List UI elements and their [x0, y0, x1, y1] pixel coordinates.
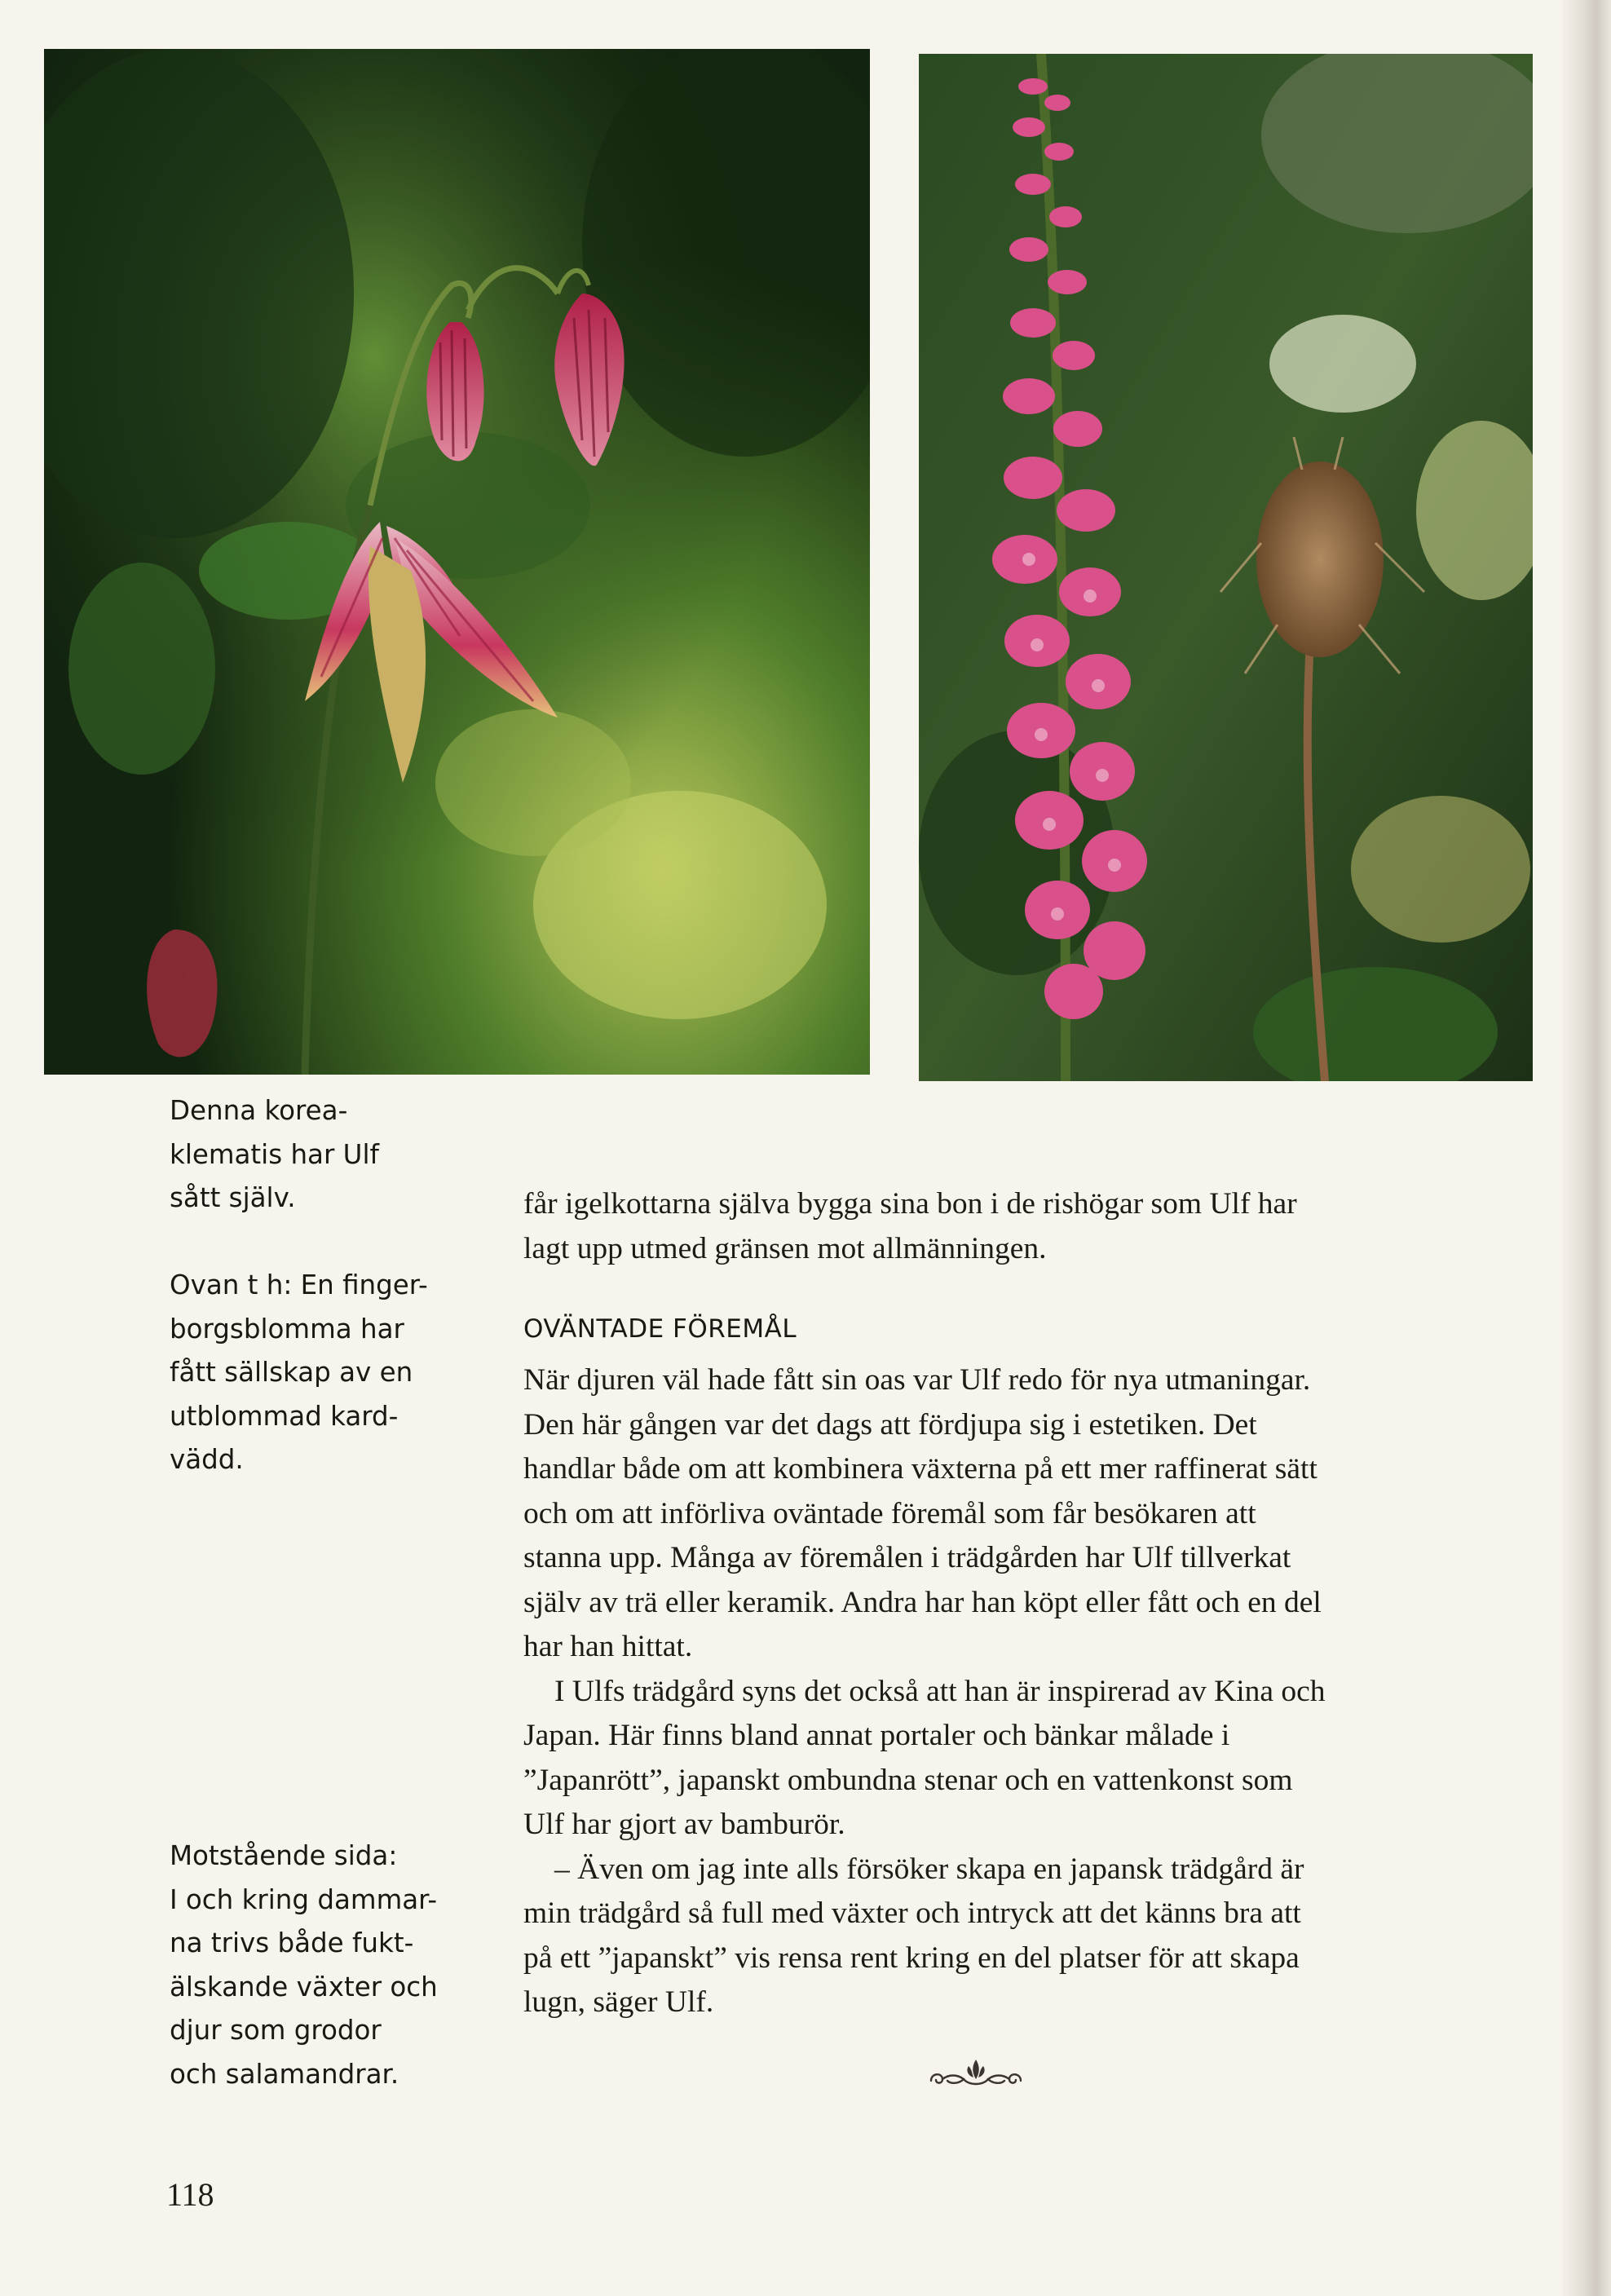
text-line: lagt upp utmed gränsen mot allmänningen. — [523, 1231, 1047, 1265]
caption-line: Motstående sida: — [170, 1840, 398, 1871]
caption-line: vädd. — [170, 1444, 244, 1475]
foxglove-photo — [919, 54, 1533, 1081]
caption-opposite-page — [170, 1835, 438, 2096]
text-line: När djuren väl hade fått sin oas var Ulf redo för nya utmaningar. — [523, 1363, 1311, 1397]
text-line: på ett ”japanskt” vis rensa rent kring en del platser för att skapa — [523, 1941, 1300, 1975]
text-line: Japan. Här finns bland annat portaler och bänkar målade i — [523, 1719, 1230, 1752]
fleuron-ornament-icon — [923, 2055, 1029, 2092]
caption-line: sått själv. — [170, 1182, 296, 1213]
page-number: 118 — [166, 2176, 214, 2213]
caption-line: I och kring dammar- — [170, 1883, 438, 1915]
caption-line: Ovan t h: En finger- — [170, 1269, 428, 1300]
text-line: själv av trä eller keramik. Andra har han köpt eller fått och en del — [523, 1585, 1322, 1619]
caption-foxglove — [170, 1264, 428, 1482]
text-line: lugn, säger Ulf. — [523, 1985, 714, 2019]
text-line: Ulf har gjort av bamburör. — [523, 1808, 845, 1841]
text-line: och om att införliva oväntade föremål som får besökaren att — [523, 1496, 1256, 1530]
caption-line: na trivs både fukt- — [170, 1927, 414, 1958]
text-line: min trädgård så full med växter och intryck att det känns bra att — [523, 1896, 1301, 1930]
caption-line: utblommad kard- — [170, 1400, 399, 1432]
caption-line: borgsblomma har — [170, 1313, 404, 1344]
text-line: I Ulfs trädgård syns det också att han är inspirerad av Kina och — [554, 1674, 1326, 1708]
caption-line: älskande växter och — [170, 1971, 438, 2002]
body-paragraphs — [523, 1358, 1420, 2025]
page-edge — [1562, 0, 1611, 2296]
intro-paragraph — [523, 1182, 1420, 1271]
caption-line: och salamandrar. — [170, 2058, 399, 2090]
caption-line: djur som grodor — [170, 2015, 382, 2046]
text-line: Den här gången var det dags att fördjupa sig i estetiken. Det — [523, 1407, 1257, 1442]
caption-clematis — [170, 1089, 379, 1221]
text-line: handlar både om att kombinera växterna på ett mer raffinerat sätt — [523, 1452, 1317, 1486]
section-heading: OVÄNTADE FÖREMÅL — [523, 1314, 797, 1344]
text-line: har han hittat. — [523, 1630, 693, 1663]
clematis-photo — [44, 49, 870, 1075]
caption-line: Denna korea- — [170, 1095, 348, 1126]
text-line: – Även om jag inte alls försöker skapa en japansk trädgård är — [554, 1852, 1304, 1886]
text-line: ”Japanrött”, japanskt ombundna stenar och en vattenkonst som — [523, 1763, 1293, 1797]
caption-line: fått sällskap av en — [170, 1357, 413, 1388]
text-line: stanna upp. Många av föremålen i trädgården har Ulf tillverkat — [523, 1541, 1291, 1574]
caption-line: klematis har Ulf — [170, 1138, 379, 1170]
text-line: får igelkottarna själva bygga sina bon i de rishögar som Ulf har — [523, 1187, 1297, 1221]
